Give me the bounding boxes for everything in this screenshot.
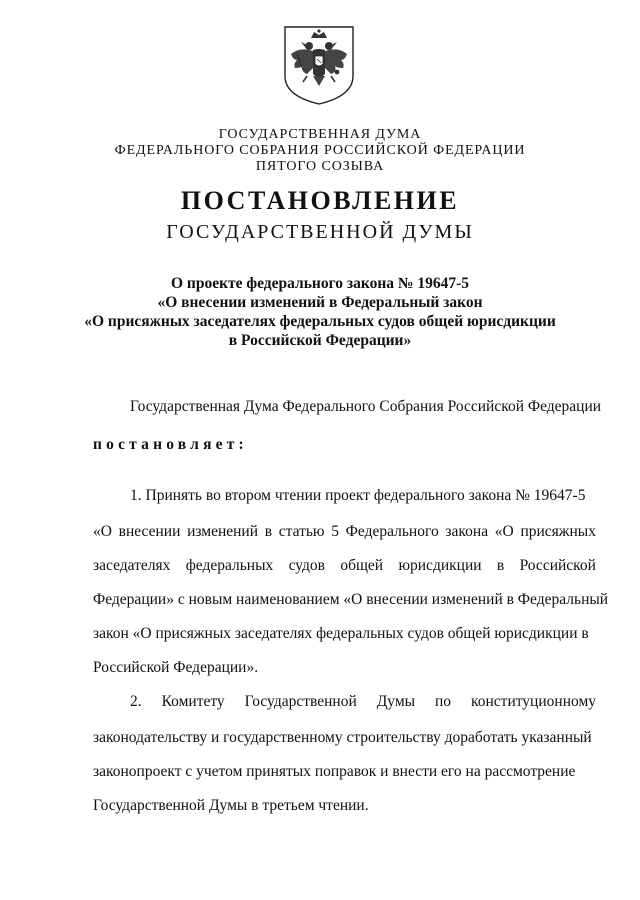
- item-1-line-5: закон «О присяжных заседателях федеральных судов общей юрисдикции в: [93, 625, 589, 642]
- item-2-line-3: законопроект с учетом принятых поправок и внести его на рассмотрение: [93, 763, 576, 780]
- subject-line-3: «О присяжных заседателях федеральных судов общей юрисдикции: [84, 313, 556, 330]
- resolves-word: постановляет:: [93, 436, 248, 453]
- item-1-line-2: [93, 522, 596, 542]
- russian-coat-of-arms-icon: [281, 24, 357, 106]
- word: 2.: [130, 693, 142, 710]
- word: Российской: [519, 557, 596, 574]
- subject-line-1: О проекте федерального закона № 19647-5: [170, 275, 469, 292]
- word: федеральных: [185, 557, 274, 574]
- organization-block: [0, 127, 640, 175]
- item-2-line-1: [93, 692, 596, 712]
- word: Федерального: [345, 523, 439, 540]
- item-1-line-1: 1. Принять во втором чтении проект федерального закона № 19647-5: [130, 487, 586, 504]
- document-title: ПОСТАНОВЛЕНИЕ: [180, 186, 460, 215]
- word: заседателях: [93, 557, 171, 574]
- word: общей: [340, 557, 384, 574]
- preamble-text: Государственная Дума Федерального Собрания Российской Федерации: [130, 398, 602, 415]
- word: в: [496, 557, 505, 574]
- word: внесении: [118, 523, 181, 540]
- word: статью: [278, 523, 325, 540]
- item-1-line-3: [93, 556, 596, 576]
- subject-line-4: в Российской Федерации»: [228, 332, 412, 349]
- item-2-line-4: Государственной Думы в третьем чтении.: [93, 797, 369, 814]
- word: конституционному: [471, 693, 596, 710]
- org-line-1: ГОСУДАРСТВЕННАЯ ДУМА: [218, 127, 422, 142]
- word: 5: [331, 523, 339, 540]
- word: юрисдикции: [398, 557, 482, 574]
- word: Государственной: [244, 693, 357, 710]
- subject-line-2: «О внесении изменений в Федеральный закон: [157, 294, 483, 311]
- org-line-2: ФЕДЕРАЛЬНОГО СОБРАНИЯ РОССИЙСКОЙ ФЕДЕРАЦИИ: [114, 143, 526, 158]
- word: по: [435, 693, 452, 710]
- org-line-3: ПЯТОГО СОЗЫВА: [255, 159, 385, 174]
- word: судов: [288, 557, 325, 574]
- word: «О: [93, 523, 112, 540]
- word: Комитету: [161, 693, 225, 710]
- item-1-line-4: Федерации» с новым наименованием «О внесении изменений в Федеральный: [93, 591, 609, 608]
- word: Думы: [376, 693, 416, 710]
- word: изменений: [187, 523, 259, 540]
- word: в: [264, 523, 273, 540]
- document-subtitle: ГОСУДАРСТВЕННОЙ ДУМЫ: [166, 221, 474, 243]
- word: закона: [445, 523, 489, 540]
- word: присяжных: [520, 523, 596, 540]
- item-1-line-6: Российской Федерации».: [93, 659, 259, 676]
- document-subject: [40, 274, 600, 350]
- word: «О: [494, 523, 514, 540]
- item-2-line-2: законодательству и государственному строительству доработать указанный: [93, 729, 592, 746]
